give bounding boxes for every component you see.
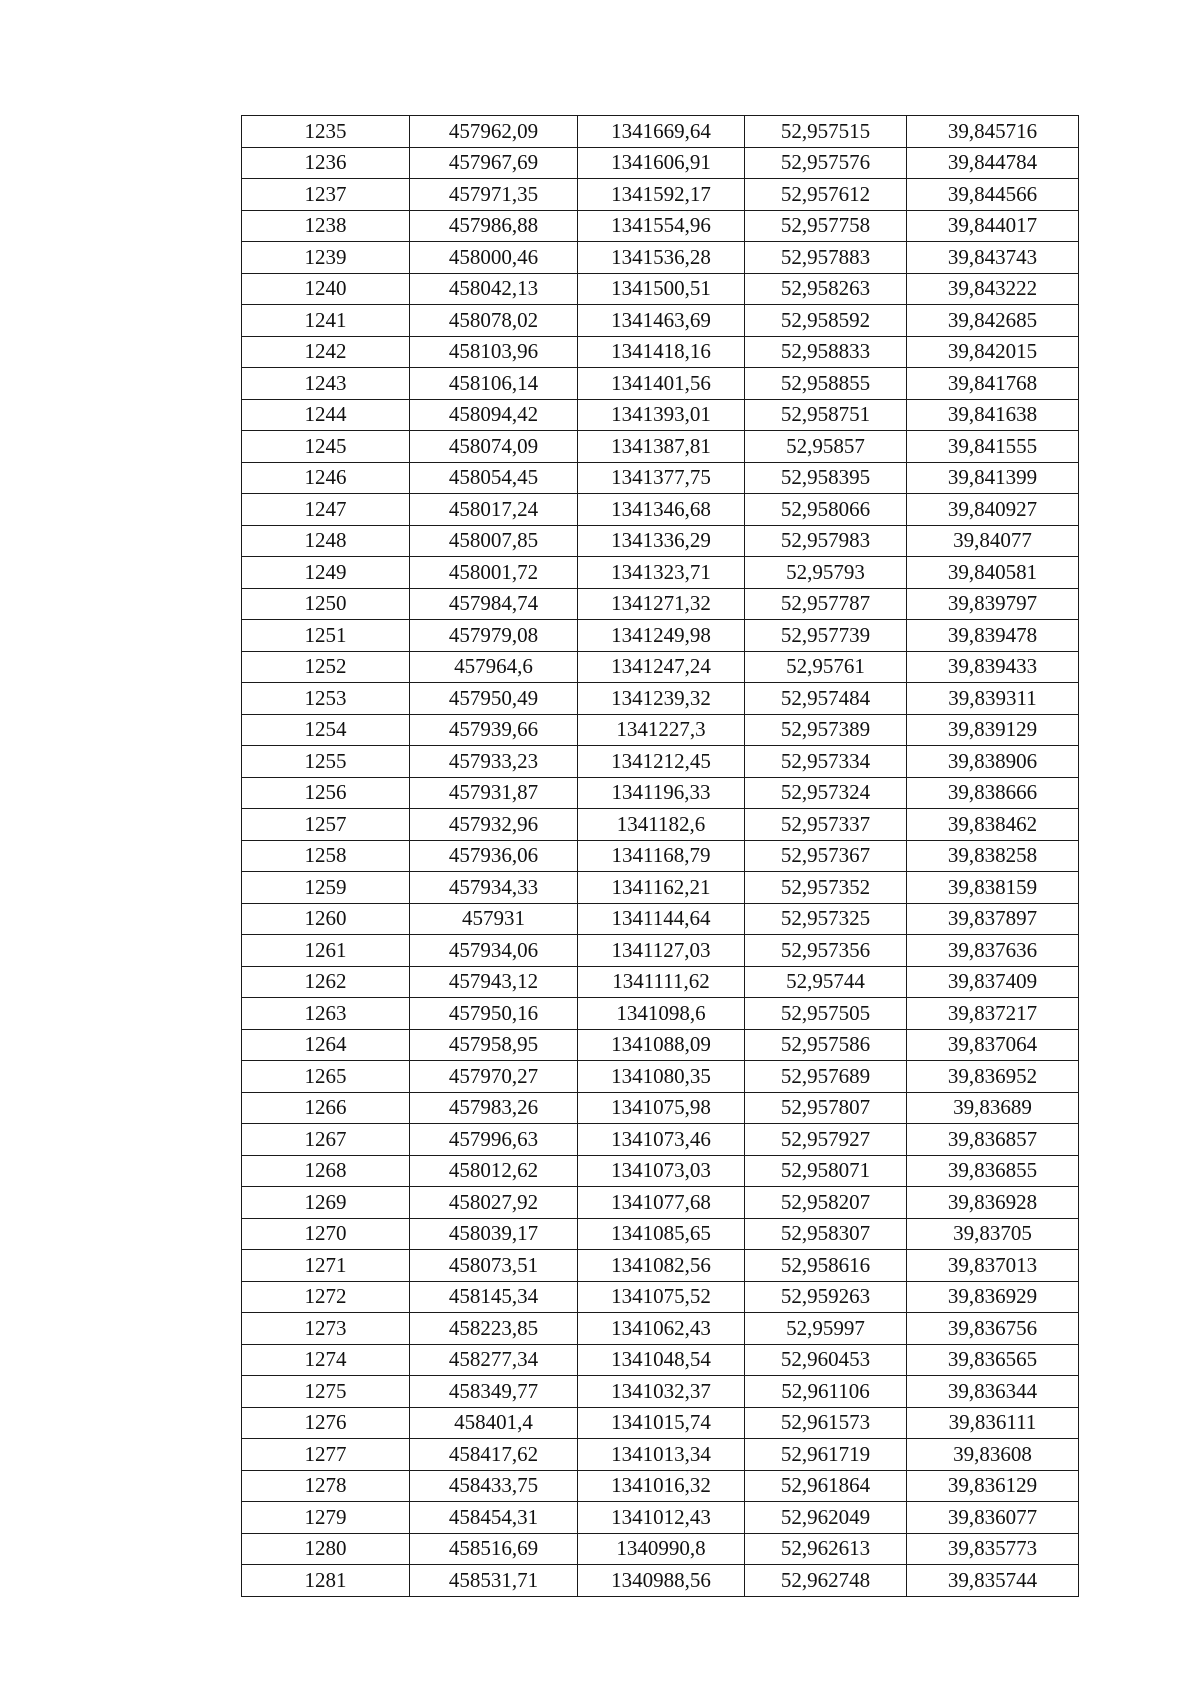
point-number-cell: 1245 [242, 431, 410, 463]
longitude-cell: 39,838906 [907, 746, 1079, 778]
latitude-cell: 52,959263 [745, 1281, 907, 1313]
latitude-cell: 52,957352 [745, 872, 907, 904]
table-row [242, 809, 1079, 841]
point-number-cell: 1270 [242, 1218, 410, 1250]
y-coordinate-cell: 1341196,33 [578, 777, 745, 809]
y-coordinate-cell: 1341212,45 [578, 746, 745, 778]
x-coordinate-cell: 458001,72 [410, 557, 578, 589]
x-coordinate-cell: 457936,06 [410, 840, 578, 872]
x-coordinate-cell: 458007,85 [410, 525, 578, 557]
x-coordinate-cell: 458027,92 [410, 1187, 578, 1219]
table-row [242, 1250, 1079, 1282]
x-coordinate-cell: 457986,88 [410, 210, 578, 242]
x-coordinate-cell: 458074,09 [410, 431, 578, 463]
point-number-cell: 1278 [242, 1470, 410, 1502]
longitude-cell: 39,835773 [907, 1533, 1079, 1565]
longitude-cell: 39,843743 [907, 242, 1079, 274]
latitude-cell: 52,957334 [745, 746, 907, 778]
y-coordinate-cell: 1341249,98 [578, 620, 745, 652]
x-coordinate-cell: 458145,34 [410, 1281, 578, 1313]
x-coordinate-cell: 458042,13 [410, 273, 578, 305]
table-row [242, 1502, 1079, 1534]
point-number-cell: 1235 [242, 116, 410, 148]
y-coordinate-cell: 1341336,29 [578, 525, 745, 557]
x-coordinate-cell: 458054,45 [410, 462, 578, 494]
point-number-cell: 1263 [242, 998, 410, 1030]
latitude-cell: 52,961573 [745, 1407, 907, 1439]
y-coordinate-cell: 1341048,54 [578, 1344, 745, 1376]
y-coordinate-cell: 1341592,17 [578, 179, 745, 211]
x-coordinate-cell: 458417,62 [410, 1439, 578, 1471]
point-number-cell: 1265 [242, 1061, 410, 1093]
longitude-cell: 39,842015 [907, 336, 1079, 368]
point-number-cell: 1267 [242, 1124, 410, 1156]
y-coordinate-cell: 1341062,43 [578, 1313, 745, 1345]
table-row [242, 651, 1079, 683]
point-number-cell: 1241 [242, 305, 410, 337]
x-coordinate-cell: 458106,14 [410, 368, 578, 400]
longitude-cell: 39,838258 [907, 840, 1079, 872]
latitude-cell: 52,957927 [745, 1124, 907, 1156]
longitude-cell: 39,838666 [907, 777, 1079, 809]
x-coordinate-cell: 458223,85 [410, 1313, 578, 1345]
table-row [242, 1281, 1079, 1313]
latitude-cell: 52,957758 [745, 210, 907, 242]
x-coordinate-cell: 457983,26 [410, 1092, 578, 1124]
table-row [242, 179, 1079, 211]
longitude-cell: 39,837409 [907, 966, 1079, 998]
table-row [242, 998, 1079, 1030]
table-row [242, 399, 1079, 431]
x-coordinate-cell: 457950,16 [410, 998, 578, 1030]
latitude-cell: 52,958207 [745, 1187, 907, 1219]
y-coordinate-cell: 1340988,56 [578, 1565, 745, 1597]
table-row [242, 1407, 1079, 1439]
point-number-cell: 1264 [242, 1029, 410, 1061]
table-row [242, 557, 1079, 589]
table-row [242, 1124, 1079, 1156]
longitude-cell: 39,839311 [907, 683, 1079, 715]
longitude-cell: 39,83608 [907, 1439, 1079, 1471]
x-coordinate-cell: 457958,95 [410, 1029, 578, 1061]
point-number-cell: 1261 [242, 935, 410, 967]
table-row [242, 1155, 1079, 1187]
longitude-cell: 39,837217 [907, 998, 1079, 1030]
point-number-cell: 1237 [242, 179, 410, 211]
point-number-cell: 1266 [242, 1092, 410, 1124]
longitude-cell: 39,837897 [907, 903, 1079, 935]
longitude-cell: 39,836344 [907, 1376, 1079, 1408]
table-row [242, 966, 1079, 998]
longitude-cell: 39,839478 [907, 620, 1079, 652]
point-number-cell: 1281 [242, 1565, 410, 1597]
x-coordinate-cell: 458401,4 [410, 1407, 578, 1439]
y-coordinate-cell: 1341162,21 [578, 872, 745, 904]
x-coordinate-cell: 458516,69 [410, 1533, 578, 1565]
latitude-cell: 52,957807 [745, 1092, 907, 1124]
latitude-cell: 52,961719 [745, 1439, 907, 1471]
coordinates-table [241, 115, 1079, 1597]
y-coordinate-cell: 1341032,37 [578, 1376, 745, 1408]
latitude-cell: 52,95744 [745, 966, 907, 998]
longitude-cell: 39,839433 [907, 651, 1079, 683]
x-coordinate-cell: 457971,35 [410, 179, 578, 211]
longitude-cell: 39,836857 [907, 1124, 1079, 1156]
latitude-cell: 52,957739 [745, 620, 907, 652]
latitude-cell: 52,957983 [745, 525, 907, 557]
x-coordinate-cell: 458039,17 [410, 1218, 578, 1250]
longitude-cell: 39,836929 [907, 1281, 1079, 1313]
y-coordinate-cell: 1341323,71 [578, 557, 745, 589]
y-coordinate-cell: 1341013,34 [578, 1439, 745, 1471]
longitude-cell: 39,840581 [907, 557, 1079, 589]
point-number-cell: 1256 [242, 777, 410, 809]
y-coordinate-cell: 1341536,28 [578, 242, 745, 274]
point-number-cell: 1274 [242, 1344, 410, 1376]
x-coordinate-cell: 457943,12 [410, 966, 578, 998]
point-number-cell: 1238 [242, 210, 410, 242]
point-number-cell: 1279 [242, 1502, 410, 1534]
longitude-cell: 39,841555 [907, 431, 1079, 463]
y-coordinate-cell: 1340990,8 [578, 1533, 745, 1565]
y-coordinate-cell: 1341168,79 [578, 840, 745, 872]
point-number-cell: 1272 [242, 1281, 410, 1313]
table-row [242, 1313, 1079, 1345]
table-row [242, 273, 1079, 305]
y-coordinate-cell: 1341075,52 [578, 1281, 745, 1313]
y-coordinate-cell: 1341500,51 [578, 273, 745, 305]
x-coordinate-cell: 458531,71 [410, 1565, 578, 1597]
y-coordinate-cell: 1341418,16 [578, 336, 745, 368]
latitude-cell: 52,95793 [745, 557, 907, 589]
latitude-cell: 52,958071 [745, 1155, 907, 1187]
latitude-cell: 52,957325 [745, 903, 907, 935]
point-number-cell: 1255 [242, 746, 410, 778]
longitude-cell: 39,836756 [907, 1313, 1079, 1345]
point-number-cell: 1259 [242, 872, 410, 904]
longitude-cell: 39,844566 [907, 179, 1079, 211]
x-coordinate-cell: 457950,49 [410, 683, 578, 715]
point-number-cell: 1271 [242, 1250, 410, 1282]
y-coordinate-cell: 1341015,74 [578, 1407, 745, 1439]
latitude-cell: 52,961106 [745, 1376, 907, 1408]
latitude-cell: 52,957612 [745, 179, 907, 211]
x-coordinate-cell: 457979,08 [410, 620, 578, 652]
latitude-cell: 52,958751 [745, 399, 907, 431]
table-row [242, 1533, 1079, 1565]
point-number-cell: 1243 [242, 368, 410, 400]
y-coordinate-cell: 1341077,68 [578, 1187, 745, 1219]
table-row [242, 525, 1079, 557]
y-coordinate-cell: 1341182,6 [578, 809, 745, 841]
x-coordinate-cell: 458000,46 [410, 242, 578, 274]
point-number-cell: 1268 [242, 1155, 410, 1187]
y-coordinate-cell: 1341401,56 [578, 368, 745, 400]
x-coordinate-cell: 458094,42 [410, 399, 578, 431]
longitude-cell: 39,845716 [907, 116, 1079, 148]
longitude-cell: 39,844017 [907, 210, 1079, 242]
point-number-cell: 1242 [242, 336, 410, 368]
table-row [242, 777, 1079, 809]
latitude-cell: 52,962613 [745, 1533, 907, 1565]
longitude-cell: 39,837636 [907, 935, 1079, 967]
table-row [242, 1187, 1079, 1219]
y-coordinate-cell: 1341227,3 [578, 714, 745, 746]
point-number-cell: 1246 [242, 462, 410, 494]
latitude-cell: 52,962748 [745, 1565, 907, 1597]
y-coordinate-cell: 1341088,09 [578, 1029, 745, 1061]
longitude-cell: 39,841399 [907, 462, 1079, 494]
longitude-cell: 39,836952 [907, 1061, 1079, 1093]
table-row [242, 903, 1079, 935]
longitude-cell: 39,843222 [907, 273, 1079, 305]
longitude-cell: 39,83689 [907, 1092, 1079, 1124]
table-row [242, 620, 1079, 652]
latitude-cell: 52,957787 [745, 588, 907, 620]
y-coordinate-cell: 1341073,46 [578, 1124, 745, 1156]
y-coordinate-cell: 1341127,03 [578, 935, 745, 967]
y-coordinate-cell: 1341073,03 [578, 1155, 745, 1187]
y-coordinate-cell: 1341082,56 [578, 1250, 745, 1282]
longitude-cell: 39,836111 [907, 1407, 1079, 1439]
longitude-cell: 39,836077 [907, 1502, 1079, 1534]
y-coordinate-cell: 1341016,32 [578, 1470, 745, 1502]
latitude-cell: 52,957324 [745, 777, 907, 809]
longitude-cell: 39,840927 [907, 494, 1079, 526]
table-row [242, 714, 1079, 746]
longitude-cell: 39,841768 [907, 368, 1079, 400]
latitude-cell: 52,957356 [745, 935, 907, 967]
y-coordinate-cell: 1341080,35 [578, 1061, 745, 1093]
y-coordinate-cell: 1341075,98 [578, 1092, 745, 1124]
latitude-cell: 52,957586 [745, 1029, 907, 1061]
table-row [242, 431, 1079, 463]
point-number-cell: 1257 [242, 809, 410, 841]
latitude-cell: 52,957505 [745, 998, 907, 1030]
table-row [242, 242, 1079, 274]
latitude-cell: 52,958616 [745, 1250, 907, 1282]
longitude-cell: 39,84077 [907, 525, 1079, 557]
x-coordinate-cell: 458454,31 [410, 1502, 578, 1534]
table-row [242, 147, 1079, 179]
y-coordinate-cell: 1341012,43 [578, 1502, 745, 1534]
point-number-cell: 1253 [242, 683, 410, 715]
table-row [242, 336, 1079, 368]
latitude-cell: 52,961864 [745, 1470, 907, 1502]
x-coordinate-cell: 457996,63 [410, 1124, 578, 1156]
x-coordinate-cell: 457934,33 [410, 872, 578, 904]
table-row [242, 305, 1079, 337]
latitude-cell: 52,95761 [745, 651, 907, 683]
longitude-cell: 39,836928 [907, 1187, 1079, 1219]
point-number-cell: 1275 [242, 1376, 410, 1408]
y-coordinate-cell: 1341387,81 [578, 431, 745, 463]
point-number-cell: 1236 [242, 147, 410, 179]
y-coordinate-cell: 1341669,64 [578, 116, 745, 148]
x-coordinate-cell: 457967,69 [410, 147, 578, 179]
latitude-cell: 52,958592 [745, 305, 907, 337]
latitude-cell: 52,957883 [745, 242, 907, 274]
x-coordinate-cell: 458073,51 [410, 1250, 578, 1282]
point-number-cell: 1251 [242, 620, 410, 652]
x-coordinate-cell: 458017,24 [410, 494, 578, 526]
point-number-cell: 1254 [242, 714, 410, 746]
table-row [242, 1470, 1079, 1502]
table-row [242, 462, 1079, 494]
latitude-cell: 52,957484 [745, 683, 907, 715]
point-number-cell: 1260 [242, 903, 410, 935]
latitude-cell: 52,957367 [745, 840, 907, 872]
point-number-cell: 1258 [242, 840, 410, 872]
longitude-cell: 39,844784 [907, 147, 1079, 179]
table-row [242, 1344, 1079, 1376]
x-coordinate-cell: 457931 [410, 903, 578, 935]
table-row [242, 588, 1079, 620]
latitude-cell: 52,958855 [745, 368, 907, 400]
table-row [242, 840, 1079, 872]
table-row [242, 1061, 1079, 1093]
y-coordinate-cell: 1341144,64 [578, 903, 745, 935]
point-number-cell: 1239 [242, 242, 410, 274]
x-coordinate-cell: 458078,02 [410, 305, 578, 337]
point-number-cell: 1280 [242, 1533, 410, 1565]
x-coordinate-cell: 458103,96 [410, 336, 578, 368]
coordinates-table-body [242, 116, 1079, 1597]
x-coordinate-cell: 457964,6 [410, 651, 578, 683]
table-row [242, 116, 1079, 148]
point-number-cell: 1276 [242, 1407, 410, 1439]
table-row [242, 872, 1079, 904]
x-coordinate-cell: 457962,09 [410, 116, 578, 148]
table-row [242, 368, 1079, 400]
x-coordinate-cell: 457934,06 [410, 935, 578, 967]
longitude-cell: 39,838462 [907, 809, 1079, 841]
x-coordinate-cell: 458349,77 [410, 1376, 578, 1408]
longitude-cell: 39,841638 [907, 399, 1079, 431]
latitude-cell: 52,957689 [745, 1061, 907, 1093]
table-row [242, 1029, 1079, 1061]
longitude-cell: 39,842685 [907, 305, 1079, 337]
point-number-cell: 1248 [242, 525, 410, 557]
point-number-cell: 1240 [242, 273, 410, 305]
longitude-cell: 39,837064 [907, 1029, 1079, 1061]
longitude-cell: 39,836565 [907, 1344, 1079, 1376]
latitude-cell: 52,957389 [745, 714, 907, 746]
latitude-cell: 52,962049 [745, 1502, 907, 1534]
longitude-cell: 39,839797 [907, 588, 1079, 620]
x-coordinate-cell: 457933,23 [410, 746, 578, 778]
latitude-cell: 52,958395 [745, 462, 907, 494]
latitude-cell: 52,95997 [745, 1313, 907, 1345]
y-coordinate-cell: 1341393,01 [578, 399, 745, 431]
longitude-cell: 39,835744 [907, 1565, 1079, 1597]
longitude-cell: 39,83705 [907, 1218, 1079, 1250]
longitude-cell: 39,839129 [907, 714, 1079, 746]
table-row [242, 1439, 1079, 1471]
y-coordinate-cell: 1341463,69 [578, 305, 745, 337]
longitude-cell: 39,836129 [907, 1470, 1079, 1502]
x-coordinate-cell: 457932,96 [410, 809, 578, 841]
y-coordinate-cell: 1341346,68 [578, 494, 745, 526]
table-row [242, 935, 1079, 967]
point-number-cell: 1269 [242, 1187, 410, 1219]
table-row [242, 1565, 1079, 1597]
latitude-cell: 52,95857 [745, 431, 907, 463]
table-row [242, 746, 1079, 778]
y-coordinate-cell: 1341247,24 [578, 651, 745, 683]
x-coordinate-cell: 458277,34 [410, 1344, 578, 1376]
latitude-cell: 52,958833 [745, 336, 907, 368]
latitude-cell: 52,958307 [745, 1218, 907, 1250]
x-coordinate-cell: 458012,62 [410, 1155, 578, 1187]
table-row [242, 210, 1079, 242]
y-coordinate-cell: 1341111,62 [578, 966, 745, 998]
y-coordinate-cell: 1341606,91 [578, 147, 745, 179]
latitude-cell: 52,958263 [745, 273, 907, 305]
point-number-cell: 1273 [242, 1313, 410, 1345]
y-coordinate-cell: 1341271,32 [578, 588, 745, 620]
latitude-cell: 52,957337 [745, 809, 907, 841]
y-coordinate-cell: 1341377,75 [578, 462, 745, 494]
x-coordinate-cell: 457970,27 [410, 1061, 578, 1093]
latitude-cell: 52,958066 [745, 494, 907, 526]
table-row [242, 683, 1079, 715]
point-number-cell: 1252 [242, 651, 410, 683]
point-number-cell: 1277 [242, 1439, 410, 1471]
table-row [242, 1218, 1079, 1250]
point-number-cell: 1250 [242, 588, 410, 620]
y-coordinate-cell: 1341554,96 [578, 210, 745, 242]
table-row [242, 1376, 1079, 1408]
y-coordinate-cell: 1341098,6 [578, 998, 745, 1030]
x-coordinate-cell: 457984,74 [410, 588, 578, 620]
longitude-cell: 39,838159 [907, 872, 1079, 904]
latitude-cell: 52,957576 [745, 147, 907, 179]
table-row [242, 494, 1079, 526]
table-row [242, 1092, 1079, 1124]
point-number-cell: 1247 [242, 494, 410, 526]
x-coordinate-cell: 457931,87 [410, 777, 578, 809]
x-coordinate-cell: 458433,75 [410, 1470, 578, 1502]
y-coordinate-cell: 1341239,32 [578, 683, 745, 715]
longitude-cell: 39,837013 [907, 1250, 1079, 1282]
latitude-cell: 52,960453 [745, 1344, 907, 1376]
latitude-cell: 52,957515 [745, 116, 907, 148]
y-coordinate-cell: 1341085,65 [578, 1218, 745, 1250]
point-number-cell: 1244 [242, 399, 410, 431]
x-coordinate-cell: 457939,66 [410, 714, 578, 746]
point-number-cell: 1262 [242, 966, 410, 998]
point-number-cell: 1249 [242, 557, 410, 589]
longitude-cell: 39,836855 [907, 1155, 1079, 1187]
